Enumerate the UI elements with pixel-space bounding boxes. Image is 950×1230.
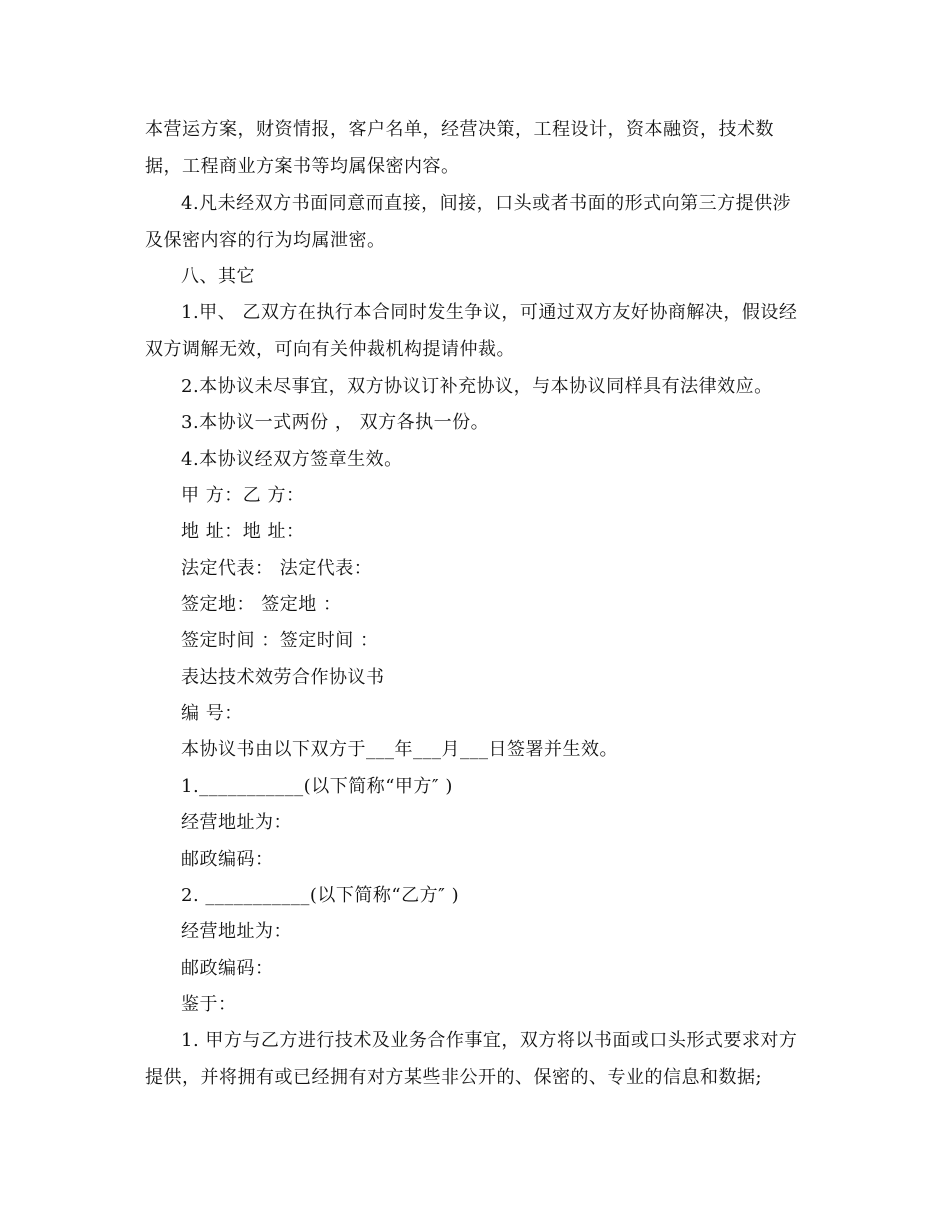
text-line: 2.本协议未尽事宜，双方协议订补充协议，与本协议同样具有法律效应。 <box>181 376 773 397</box>
text-line: 本协议书由以下双方于___年___月___日签署并生效。 <box>181 739 618 760</box>
whereas-heading: 鉴于： <box>181 994 237 1015</box>
postal-code-line: 邮政编码： <box>181 958 274 979</box>
text-line: 及保密内容的行为均属泄密。 <box>145 230 386 251</box>
text-line: 双方调解无效，可向有关仲裁机构提请仲裁。 <box>145 339 515 360</box>
address-line: 地 址：地 址： <box>181 521 305 542</box>
text-line: 3.本协议一式两份 ， 双方各执一份。 <box>181 412 490 433</box>
party-a-line: 1.___________(以下简称“甲方″ ) <box>181 776 453 797</box>
text-line: 据，工程商业方案书等均属保密内容。 <box>145 156 460 177</box>
text-line: 本营运方案，财资情报，客户名单，经营决策，工程设计，资本融资，技术数 <box>145 119 774 140</box>
business-address-line: 经营地址为： <box>181 921 292 942</box>
signing-time-line: 签定时间 ：签定时间 ： <box>181 630 379 651</box>
business-address-line: 经营地址为： <box>181 812 292 833</box>
signing-place-line: 签定地： 签定地 ： <box>181 594 342 615</box>
text-line: 4.本协议经双方签章生效。 <box>181 449 403 470</box>
postal-code-line: 邮政编码： <box>181 849 274 870</box>
text-line: 1. 甲方与乙方进行技术及业务合作事宜，双方将以书面或口头形式要求对方 <box>181 1030 798 1051</box>
party-b-line: 2. ___________(以下简称“乙方″ ) <box>181 885 460 906</box>
text-line: 1.甲、 乙双方在执行本合同时发生争议，可通过双方友好协商解决，假设经 <box>181 302 798 323</box>
text-line: 4.凡未经双方书面同意而直接，间接，口头或者书面的形式向第三方提供涉 <box>181 193 792 214</box>
representative-line: 法定代表： 法定代表： <box>181 558 373 579</box>
section-heading: 八、其它 <box>181 266 255 287</box>
document-title: 表达技术效劳合作协议书 <box>181 667 385 688</box>
text-line: 提供，并将拥有或已经拥有对方某些非公开的、保密的、专业的信息和数据; <box>145 1067 763 1088</box>
party-line: 甲 方：乙 方： <box>181 485 305 506</box>
document-number: 编 号： <box>181 703 243 724</box>
